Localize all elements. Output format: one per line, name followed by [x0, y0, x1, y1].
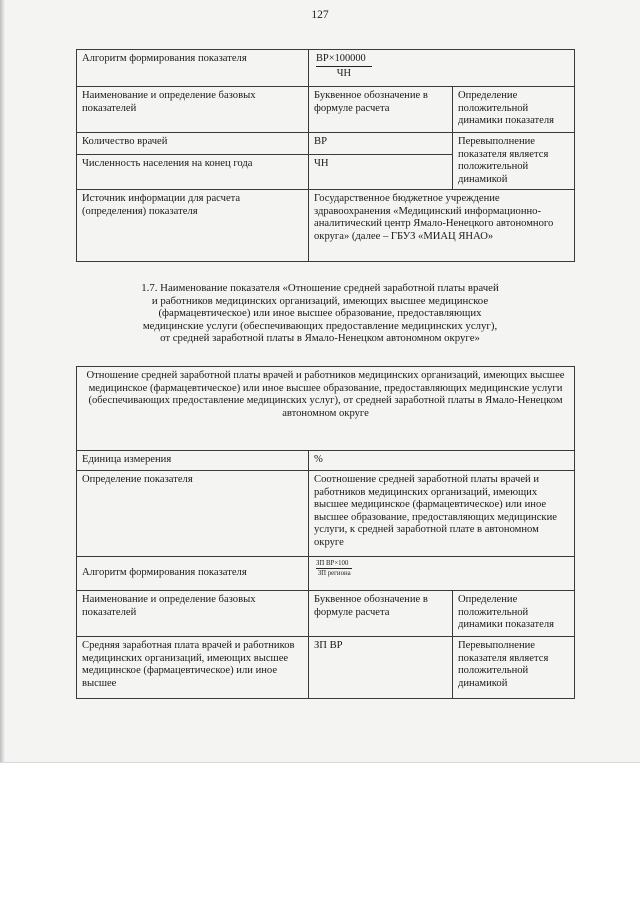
algo-formula-2 [309, 557, 575, 591]
formula-denominator-2: ЗП региона [317, 570, 351, 577]
formula-denominator: ЧН [336, 68, 351, 79]
salary-label: Средняя заработная плата врачей и работников медицинских организаций, имеющих высшее медицинское (фармацевтическое) или иное высшее [77, 637, 309, 699]
algo-label: Алгоритм формирования показателя [77, 50, 309, 87]
source-label: Источник информации для расчета (определения) показателя [77, 190, 309, 262]
unit-label: Единица измерения [77, 451, 309, 471]
population-label: Численность населения на конец года [77, 154, 309, 189]
page-shadow [0, 0, 5, 762]
positive-dynamics-label-2: Определение положительной динамики показателя [453, 591, 575, 637]
letter-designation-label-2: Буквенное обозначение в формуле расчета [309, 591, 453, 637]
formula-fraction-2 [314, 560, 352, 578]
positive-dynamics-label: Определение положительной динамики показателя [453, 87, 575, 133]
population-code: ЧН [309, 154, 453, 189]
positive-dynamics-text: Перевыполнение показателя является положительной динамикой [453, 133, 575, 190]
indicator-table-1 [76, 49, 575, 262]
doctors-count-label: Количество врачей [77, 133, 309, 155]
unit-value: % [309, 451, 575, 471]
positive-dynamics-text-2: Перевыполнение показателя является положительной динамикой [453, 637, 575, 699]
doctors-count-code: ВР [309, 133, 453, 155]
base-indicators-label: Наименование и определение базовых показателей [77, 87, 309, 133]
definition-text: Соотношение средней заработной платы врачей и работников медицинских организаций, имеющих высшее медицинское (фармацевтическое) или иное высшее образование, предоставляющих медицинские услуги, к средней заработной плате в автономном округе [309, 471, 575, 557]
page-number: 127 [311, 9, 329, 21]
formula-numerator: ВР×100000 [316, 53, 372, 67]
formula-fraction [314, 53, 372, 80]
indicator-title: Отношение средней заработной платы врачей и работников медицинских организаций, имеющих высшее медицинское (фармацевтическое) или иное высшее образование, предоставляющих медицинские услуги (обеспечивающих предоставление медицинских услуг), от средней заработной платы в Ямало-Ненецком автономном округе [77, 367, 575, 451]
algo-formula [309, 50, 575, 87]
algo-label-2: Алгоритм формирования показателя [77, 557, 309, 591]
source-text: Государственное бюджетное учреждение здравоохранения «Медицинский информационно-аналитический центр Ямало-Ненецкого автономного округа» (далее – ГБУЗ «МИАЦ ЯНАО» [309, 190, 575, 262]
section-heading: 1.7. Наименование показателя «Отношение средней заработной платы врачей и работников медицинских организаций, имеющих высшее медицинское (фармацевтическое) или иное высшее образование, предоставляющих медицинские услуги (обеспечивающих предоставление медицинских услуг), от средней заработной платы в Ямало-Ненецком автономном округе» [141, 282, 499, 344]
indicator-table-2 [76, 366, 575, 699]
salary-code: ЗП ВР [309, 637, 453, 699]
base-indicators-label-2: Наименование и определение базовых показателей [77, 591, 309, 637]
letter-designation-label: Буквенное обозначение в формуле расчета [309, 87, 453, 133]
formula-numerator-2: ЗП ВР×100 [316, 560, 352, 569]
definition-label: Определение показателя [77, 471, 309, 557]
